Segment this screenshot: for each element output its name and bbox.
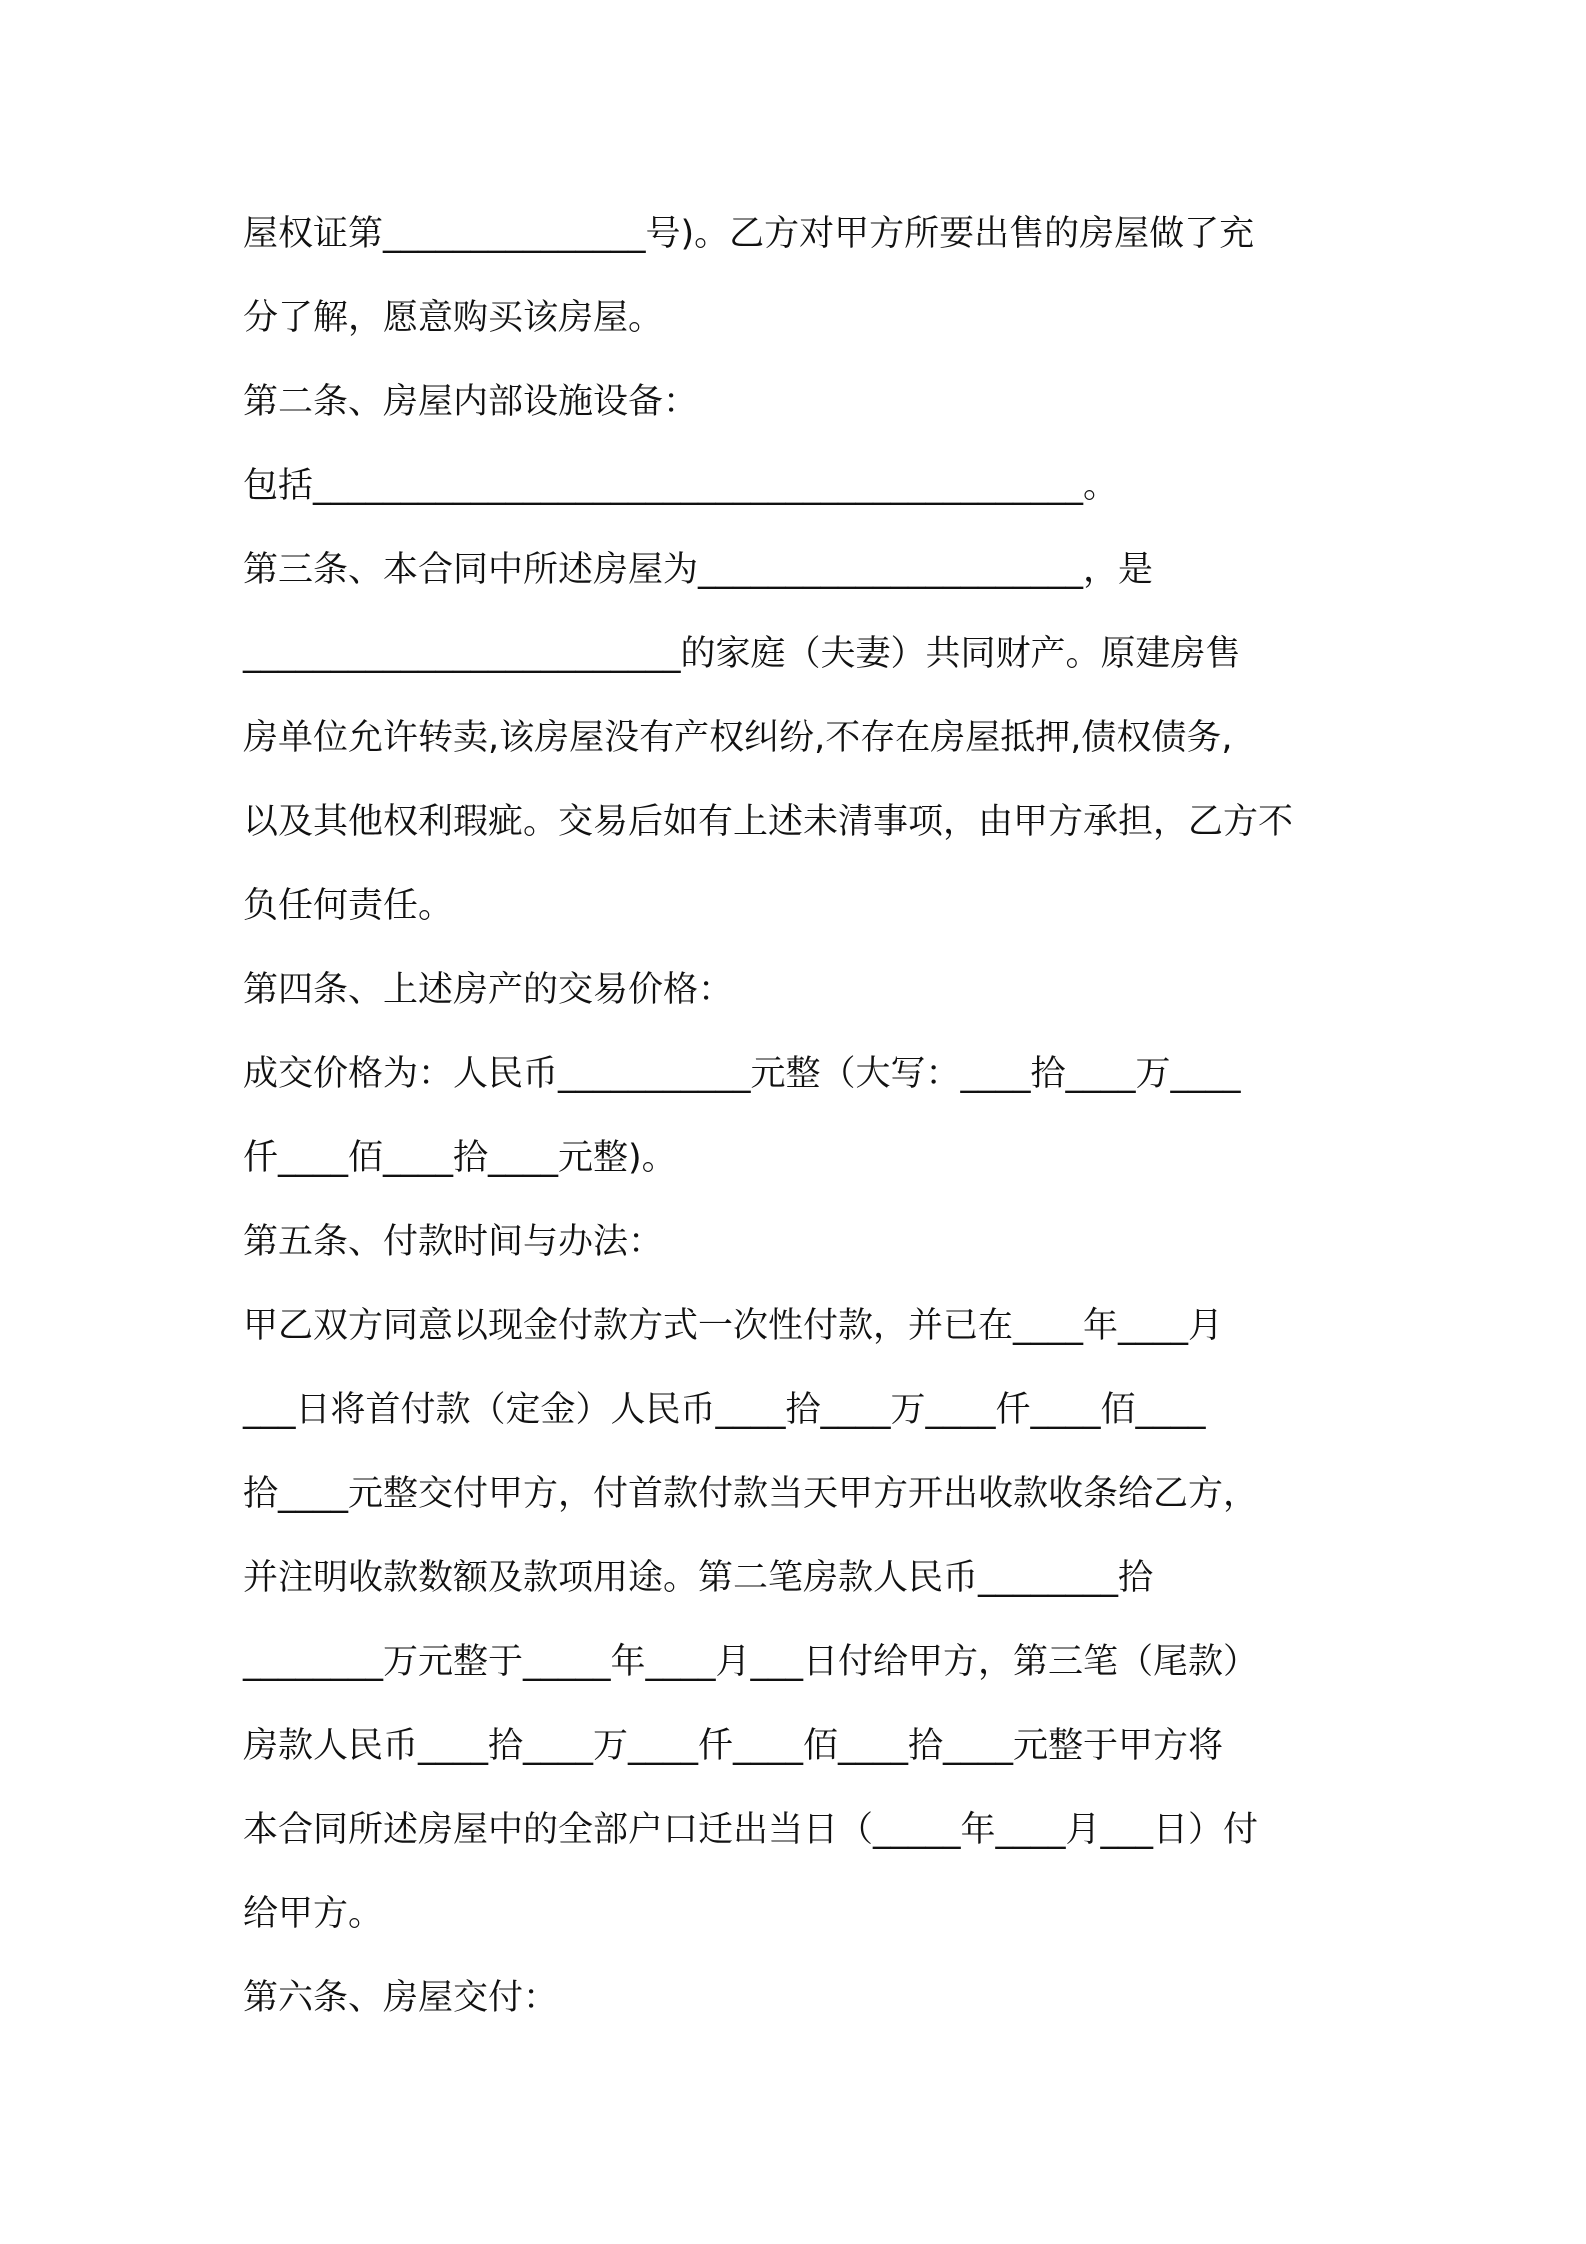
article-heading: 第四条、上述房产的交易价格： <box>243 970 734 1010</box>
article-heading: 第五条、付款时间与办法： <box>243 1222 664 1262</box>
text-line: 并注明收款数额及款项用途。第二笔房款人民币________拾 <box>243 1558 1154 1598</box>
text-line: 拾____元整交付甲方，付首款付款当天甲方开出收款收条给乙方， <box>243 1474 1259 1514</box>
text-line: 房款人民币____拾____万____仟____佰____拾____元整于甲方将 <box>243 1726 1224 1766</box>
contract-body <box>243 192 1363 2040</box>
text-line: ________万元整于_____年____月___日付给甲方，第三笔（尾款） <box>243 1642 1259 1682</box>
text-line: 给甲方。 <box>243 1894 384 1934</box>
text-line: 本合同所述房屋中的全部户口迁出当日（_____年____月___日）付 <box>243 1810 1259 1850</box>
text-line: 成交价格为：人民币___________元整（大写：____拾____万____ <box>243 1054 1241 1094</box>
text-line: 仟____佰____拾____元整)。 <box>243 1138 677 1178</box>
text-line: 屋权证第_______________号)。乙方对甲方所要出售的房屋做了充 <box>243 214 1255 254</box>
article-heading: 第六条、房屋交付： <box>243 1978 559 2018</box>
text-line: ___日将首付款（定金）人民币____拾____万____仟____佰____ <box>243 1390 1206 1430</box>
text-line: 房单位允许转卖,该房屋没有产权纠纷,不存在房屋抵押,债权债务, <box>243 718 1233 758</box>
article-heading: 第二条、房屋内部设施设备： <box>243 382 699 422</box>
text-line: 甲乙双方同意以现金付款方式一次性付款，并已在____年____月 <box>243 1306 1224 1346</box>
text-line: 分了解，愿意购买该房屋。 <box>243 298 664 338</box>
text-line: 第三条、本合同中所述房屋为______________________，是 <box>243 550 1154 590</box>
text-line: _________________________的家庭（夫妻）共同财产。原建房售 <box>243 634 1241 674</box>
text-line: 以及其他权利瑕疵。交易后如有上述未清事项，由甲方承担，乙方不 <box>243 802 1294 842</box>
text-line: 负任何责任。 <box>243 886 454 926</box>
text-line: 包括____________________________________________。 <box>243 466 1119 506</box>
